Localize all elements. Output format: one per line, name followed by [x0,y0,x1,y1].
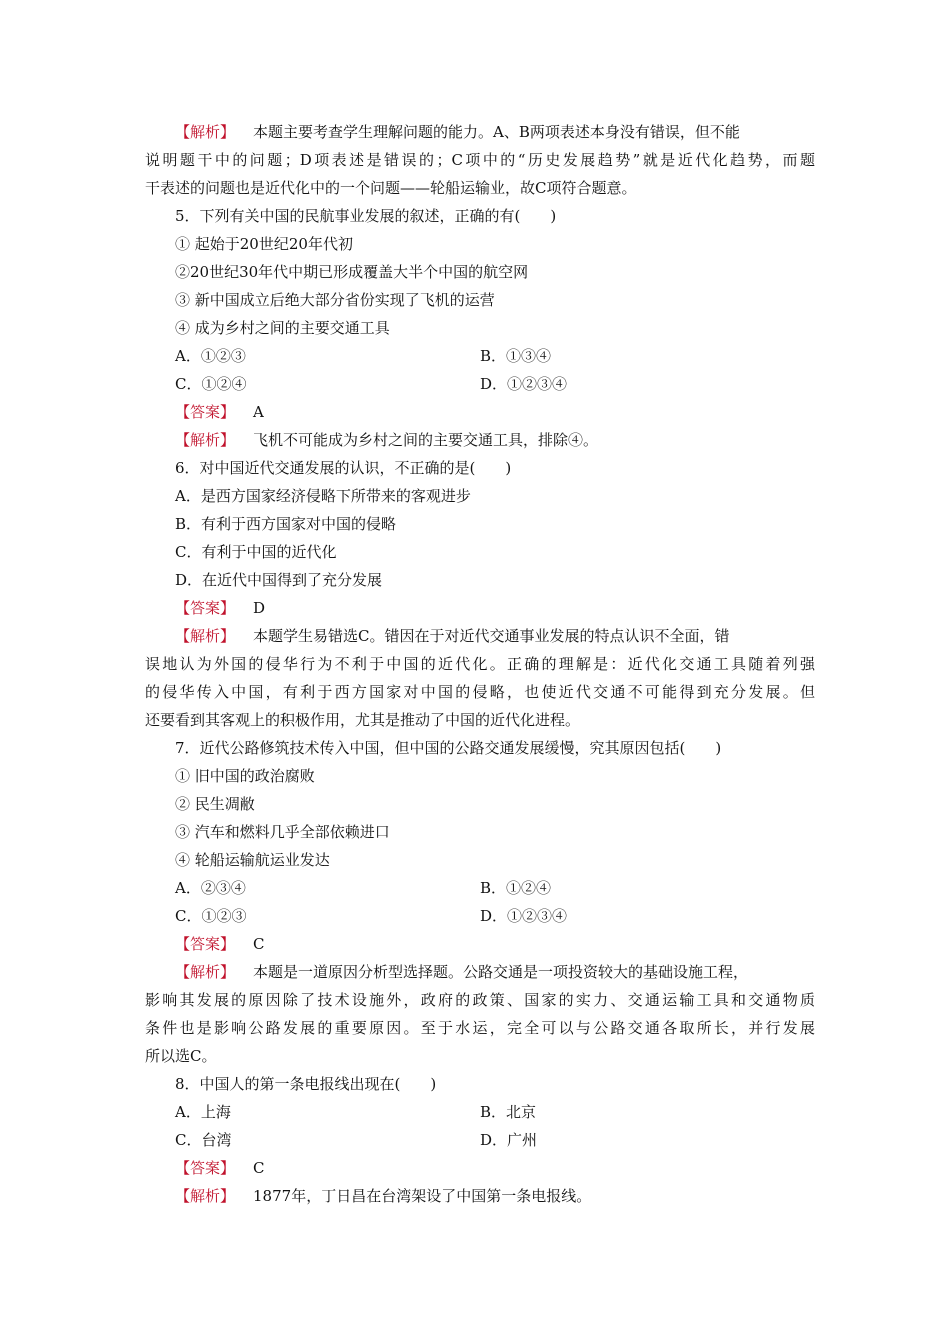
statement-item: ②20世纪30年代中期已形成覆盖大半个中国的航空网 [175,263,529,281]
analysis-text: 飞机不可能成为乡村之间的主要交通工具，排除④。 [253,431,599,449]
analysis-line [145,1182,815,1210]
answer-value: D [253,599,266,617]
analysis-text: 条件也是影响公路发展的重要原因。至于水运，完全可以与公路交通各取所长，并行发展 [145,1019,815,1037]
statement-item: ③ 新中国成立后绝大部分省份实现了飞机的运营 [175,291,495,309]
analysis-tag: 【解析】 [175,1187,236,1205]
answer-value: C [253,935,265,953]
question-7-stem: 7．近代公路修筑技术传入中国，但中国的公路交通发展缓慢，究其原因包括( ) [175,739,722,757]
answer-tag: 【答案】 [175,599,236,617]
option-d: D．①②③④ [480,907,568,925]
analysis-text: 还要看到其客观上的积极作用，尤其是推动了中国的近代化进程。 [145,711,581,729]
question-8-stem: 8．中国人的第一条电报线出现在( ) [175,1075,437,1093]
option-b: B．有利于西方国家对中国的侵略 [175,515,397,533]
option-a: A．上海 [175,1103,231,1121]
option-a: A．②③④ [175,879,246,897]
statement-item: ② 民生凋敝 [175,795,255,813]
analysis-tag: 【解析】 [175,431,236,449]
option-c: C．有利于中国的近代化 [175,543,337,561]
statement-item: ① 旧中国的政治腐败 [175,767,315,785]
analysis-tag: 【解析】 [175,963,236,981]
answer-line [145,594,815,622]
document-page [145,118,815,1210]
question-6-stem: 6．对中国近代交通发展的认识，不正确的是( ) [175,459,512,477]
analysis-line [145,958,815,986]
analysis-text: 本题主要考查学生理解问题的能力。A、B两项表述本身没有错误，但不能 [253,123,740,141]
analysis-tag: 【解析】 [175,627,236,645]
question-5-stem: 5．下列有关中国的民航事业发展的叙述，正确的有( ) [175,207,557,225]
answer-value: A [253,403,264,421]
analysis-text: 说明题干中的问题；D项表述是错误的；C项中的“历史发展趋势”就是近代化趋势，而题 [145,151,815,169]
analysis-text: 误地认为外国的侵华行为不利于中国的近代化。正确的理解是：近代化交通工具随着列强 [145,655,815,673]
answer-line [145,1154,815,1182]
analysis-text: 干表述的问题也是近代化中的一个问题——轮船运输业，故C项符合题意。 [145,179,637,197]
statement-item: ④ 成为乡村之间的主要交通工具 [175,319,390,337]
analysis-text: 本题是一道原因分析型选择题。公路交通是一项投资较大的基础设施工程， [253,963,749,981]
options-row [145,902,815,930]
option-c: C．①②④ [175,375,247,393]
options-row [145,874,815,902]
analysis-text: 影响其发展的原因除了技术设施外，政府的政策、国家的实力、交通运输工具和交通物质 [145,991,815,1009]
option-b: B．①③④ [480,347,552,365]
analysis-text: 的侵华传入中国，有利于西方国家对中国的侵略，也使近代交通不可能得到充分发展。但 [145,683,815,701]
analysis-text: 本题学生易错选C。错因在于对近代交通事业发展的特点认识不全面，错 [253,627,730,645]
answer-value: C [253,1159,265,1177]
analysis-line [145,622,815,650]
option-c: C．台湾 [175,1131,232,1149]
option-d: D．广州 [480,1131,538,1149]
statement-item: ④ 轮船运输航运业发达 [175,851,330,869]
analysis-text: 1877年，丁日昌在台湾架设了中国第一条电报线。 [253,1187,592,1205]
option-b: B．①②④ [480,879,552,897]
answer-line [145,930,815,958]
option-c: C．①②③ [175,907,247,925]
option-d: D．①②③④ [480,375,568,393]
analysis-line [145,118,815,146]
options-row [145,1098,815,1126]
options-row [145,1126,815,1154]
answer-tag: 【答案】 [175,403,236,421]
answer-tag: 【答案】 [175,935,236,953]
option-a: A．①②③ [175,347,246,365]
option-b: B．北京 [480,1103,537,1121]
statement-item: ③ 汽车和燃料几乎全部依赖进口 [175,823,390,841]
options-row [145,342,815,370]
option-a: A．是西方国家经济侵略下所带来的客观进步 [175,487,471,505]
statement-item: ① 起始于20世纪20年代初 [175,235,353,253]
answer-tag: 【答案】 [175,1159,236,1177]
option-d: D．在近代中国得到了充分发展 [175,571,383,589]
analysis-text: 所以选C。 [145,1047,217,1065]
answer-line [145,398,815,426]
options-row [145,370,815,398]
analysis-line [145,426,815,454]
analysis-tag: 【解析】 [175,123,236,141]
